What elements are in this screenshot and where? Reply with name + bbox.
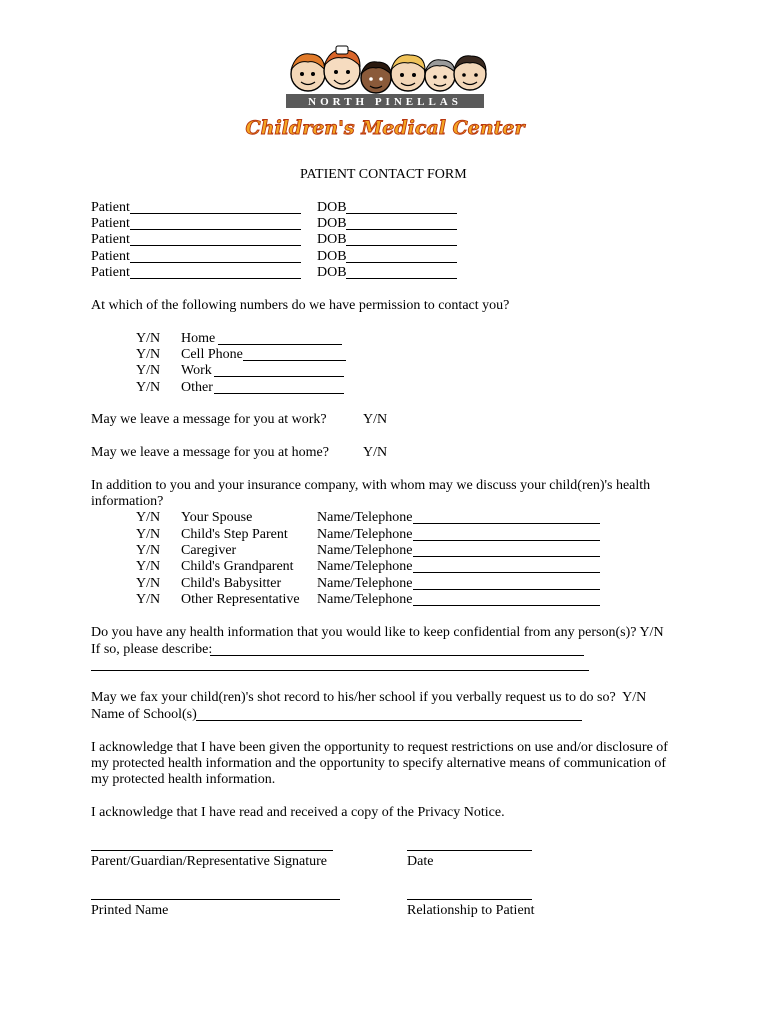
dob-label: DOB [317, 232, 347, 247]
confidential-question: Do you have any health information that you would like to keep confidential from any person(s)? Y/N [91, 625, 664, 640]
school-label: Name of School(s) [91, 707, 197, 722]
discuss-intro-cont: information? [91, 494, 164, 509]
clinic-logo [245, 44, 525, 156]
acknowledge-text: my protected health information. [91, 772, 276, 787]
message-home-question: May we leave a message for you at home? [91, 445, 329, 460]
patient-name-line[interactable] [130, 278, 301, 279]
name-telephone-label: Name/Telephone [317, 543, 413, 558]
date-line[interactable] [407, 850, 532, 851]
name-telephone-line[interactable] [413, 540, 600, 541]
acknowledge-text: I acknowledge that I have been given the opportunity to request restrictions on use and/or disclosure of [91, 740, 668, 755]
dob-label: DOB [317, 265, 347, 280]
dob-line[interactable] [346, 278, 457, 279]
yn-option[interactable]: Y/N [136, 331, 161, 346]
signature-label: Parent/Guardian/Representative Signature [91, 854, 327, 869]
patient-label: Patient [91, 216, 130, 231]
discuss-person: Child's Step Parent [181, 527, 288, 542]
patient-label: Patient [91, 232, 130, 247]
yn-option[interactable]: Y/N [136, 592, 161, 607]
contact-cell-label: Cell Phone [181, 347, 243, 362]
date-label: Date [407, 854, 434, 869]
printed-name-label: Printed Name [91, 903, 169, 918]
logo-graphic [245, 44, 525, 156]
yn-option[interactable]: Y/N [136, 363, 161, 378]
dob-line[interactable] [346, 262, 457, 263]
contact-home-label: Home [181, 331, 216, 346]
name-telephone-label: Name/Telephone [317, 592, 413, 607]
message-work-question: May we leave a message for you at work? [91, 412, 327, 427]
dob-label: DOB [317, 249, 347, 264]
contact-work-label: Work [181, 363, 212, 378]
yn-option[interactable]: Y/N [136, 527, 161, 542]
name-telephone-line[interactable] [413, 523, 600, 524]
patient-label: Patient [91, 249, 130, 264]
patient-name-line[interactable] [130, 262, 301, 263]
yn-option[interactable]: Y/N [136, 576, 161, 591]
printed-name-line[interactable] [91, 899, 340, 900]
privacy-acknowledge: I acknowledge that I have read and received a copy of the Privacy Notice. [91, 805, 505, 820]
yn-option[interactable]: Y/N [136, 543, 161, 558]
describe-line-2[interactable] [91, 670, 589, 671]
name-telephone-label: Name/Telephone [317, 527, 413, 542]
dob-label: DOB [317, 216, 347, 231]
yn-option[interactable]: Y/N [136, 559, 161, 574]
patient-name-line[interactable] [130, 245, 301, 246]
cell-number-line[interactable] [243, 360, 346, 361]
describe-line[interactable] [210, 655, 584, 656]
relationship-label: Relationship to Patient [407, 903, 535, 918]
home-number-line[interactable] [218, 344, 342, 345]
name-telephone-label: Name/Telephone [317, 559, 413, 574]
patient-label: Patient [91, 200, 130, 215]
yn-option[interactable]: Y/N [136, 380, 161, 395]
message-work-yn[interactable]: Y/N [363, 412, 388, 427]
dob-line[interactable] [346, 229, 457, 230]
contact-question: At which of the following numbers do we have permission to contact you? [91, 298, 510, 313]
name-telephone-line[interactable] [413, 589, 600, 590]
signature-line[interactable] [91, 850, 333, 851]
name-telephone-line[interactable] [413, 556, 600, 557]
dob-line[interactable] [346, 213, 457, 214]
work-number-line[interactable] [214, 376, 344, 377]
relationship-line[interactable] [407, 899, 532, 900]
yn-option[interactable]: Y/N [136, 510, 161, 525]
discuss-person: Child's Babysitter [181, 576, 282, 591]
name-telephone-line[interactable] [413, 605, 600, 606]
discuss-person: Child's Grandparent [181, 559, 294, 574]
cartoon-kids-icon [291, 46, 486, 93]
patient-label: Patient [91, 265, 130, 280]
dob-line[interactable] [346, 245, 457, 246]
patient-name-line[interactable] [130, 213, 301, 214]
other-number-line[interactable] [214, 393, 344, 394]
contact-other-label: Other [181, 380, 213, 395]
message-home-yn[interactable]: Y/N [363, 445, 388, 460]
discuss-intro: In addition to you and your insurance company, with whom may we discuss your child(ren)'s health [91, 478, 651, 493]
name-telephone-label: Name/Telephone [317, 576, 413, 591]
patient-name-line[interactable] [130, 229, 301, 230]
discuss-person: Other Representative [181, 592, 300, 607]
name-telephone-label: Name/Telephone [317, 510, 413, 525]
form-title: PATIENT CONTACT FORM [300, 167, 467, 182]
logo-line1: NORTH PINELLAS [308, 96, 462, 108]
discuss-person: Caregiver [181, 543, 237, 558]
fax-question: May we fax your child(ren)'s shot record to his/her school if you verbally request us to do so? Y/N [91, 690, 647, 705]
acknowledge-text: my protected health information and the opportunity to specify alternative means of communication of [91, 756, 666, 771]
name-telephone-line[interactable] [413, 572, 600, 573]
yn-option[interactable]: Y/N [136, 347, 161, 362]
dob-label: DOB [317, 200, 347, 215]
school-line[interactable] [196, 720, 582, 721]
logo-line2: Children's Medical Center [245, 117, 525, 139]
describe-label: If so, please describe: [91, 642, 213, 657]
discuss-person: Your Spouse [181, 510, 253, 525]
